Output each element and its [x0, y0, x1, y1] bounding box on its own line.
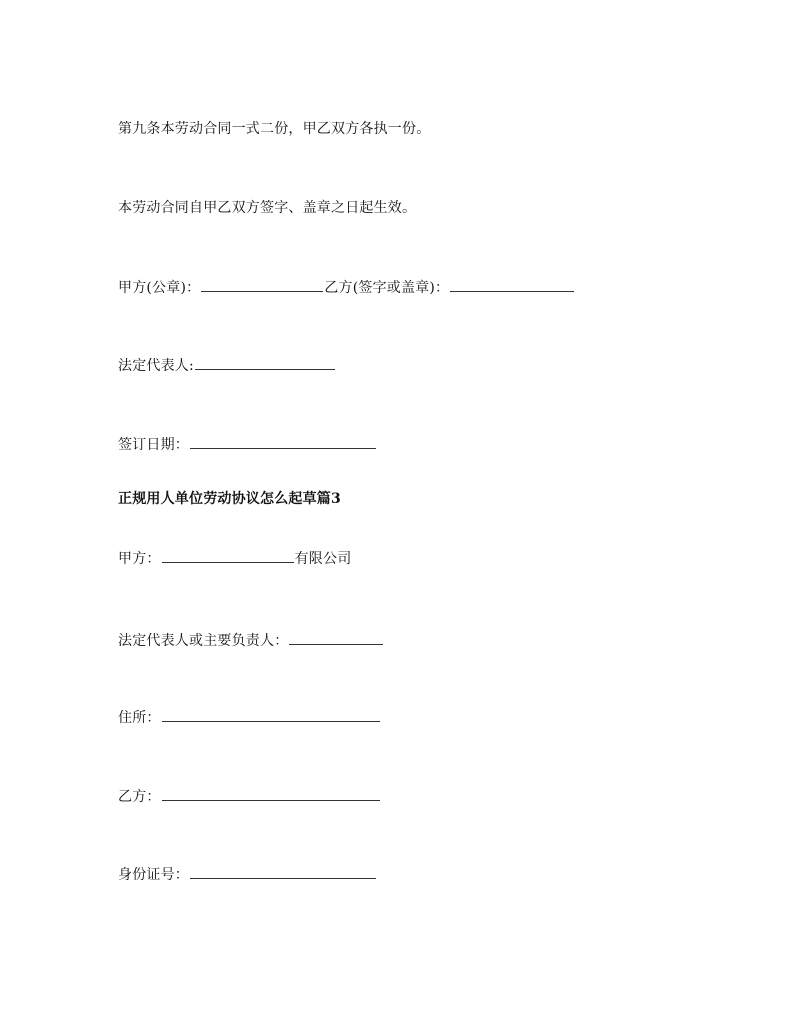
legal-rep-or-head-row [118, 630, 384, 650]
effective-clause-text: 本劳动合同自甲乙双方签字、盖章之日起生效。 [118, 200, 417, 216]
id-number-blank [190, 864, 376, 879]
party-a-label: 甲方： [118, 551, 161, 567]
sign-date-blank [190, 434, 376, 449]
address-label: 住所： [118, 710, 161, 726]
id-number-label: 身份证号： [118, 867, 189, 883]
address-blank [162, 707, 380, 722]
party-a-seal-label: 甲方(公章)： [118, 280, 201, 296]
party-a-row [118, 548, 351, 568]
legal-rep-or-head-label: 法定代表人或主要负责人： [118, 633, 289, 649]
section-heading: 正规用人单位劳动协议怎么起草篇3 [118, 491, 341, 507]
signature-row [118, 277, 575, 297]
party-b-sign-blank [450, 277, 574, 292]
legal-rep-or-head-blank [289, 630, 383, 645]
sign-date-label: 签订日期： [118, 437, 189, 453]
party-b-sign-label: 乙方(签字或盖章)： [324, 280, 450, 296]
party-b-blank [162, 786, 380, 801]
party-a-name-blank [162, 548, 294, 563]
legal-rep-row [118, 355, 336, 375]
party-b-row [118, 786, 381, 806]
party-a-seal-blank [201, 277, 323, 292]
legal-rep-label: 法定代表人: [118, 358, 194, 374]
address-row [118, 707, 381, 727]
id-number-row [118, 864, 377, 884]
party-b-label: 乙方： [118, 789, 161, 805]
party-a-suffix: 有限公司 [294, 551, 352, 567]
legal-rep-blank [195, 355, 335, 370]
clause-9-text: 第九条本劳动合同一式二份，甲乙双方各执一份。 [118, 121, 431, 137]
sign-date-row [118, 434, 377, 454]
